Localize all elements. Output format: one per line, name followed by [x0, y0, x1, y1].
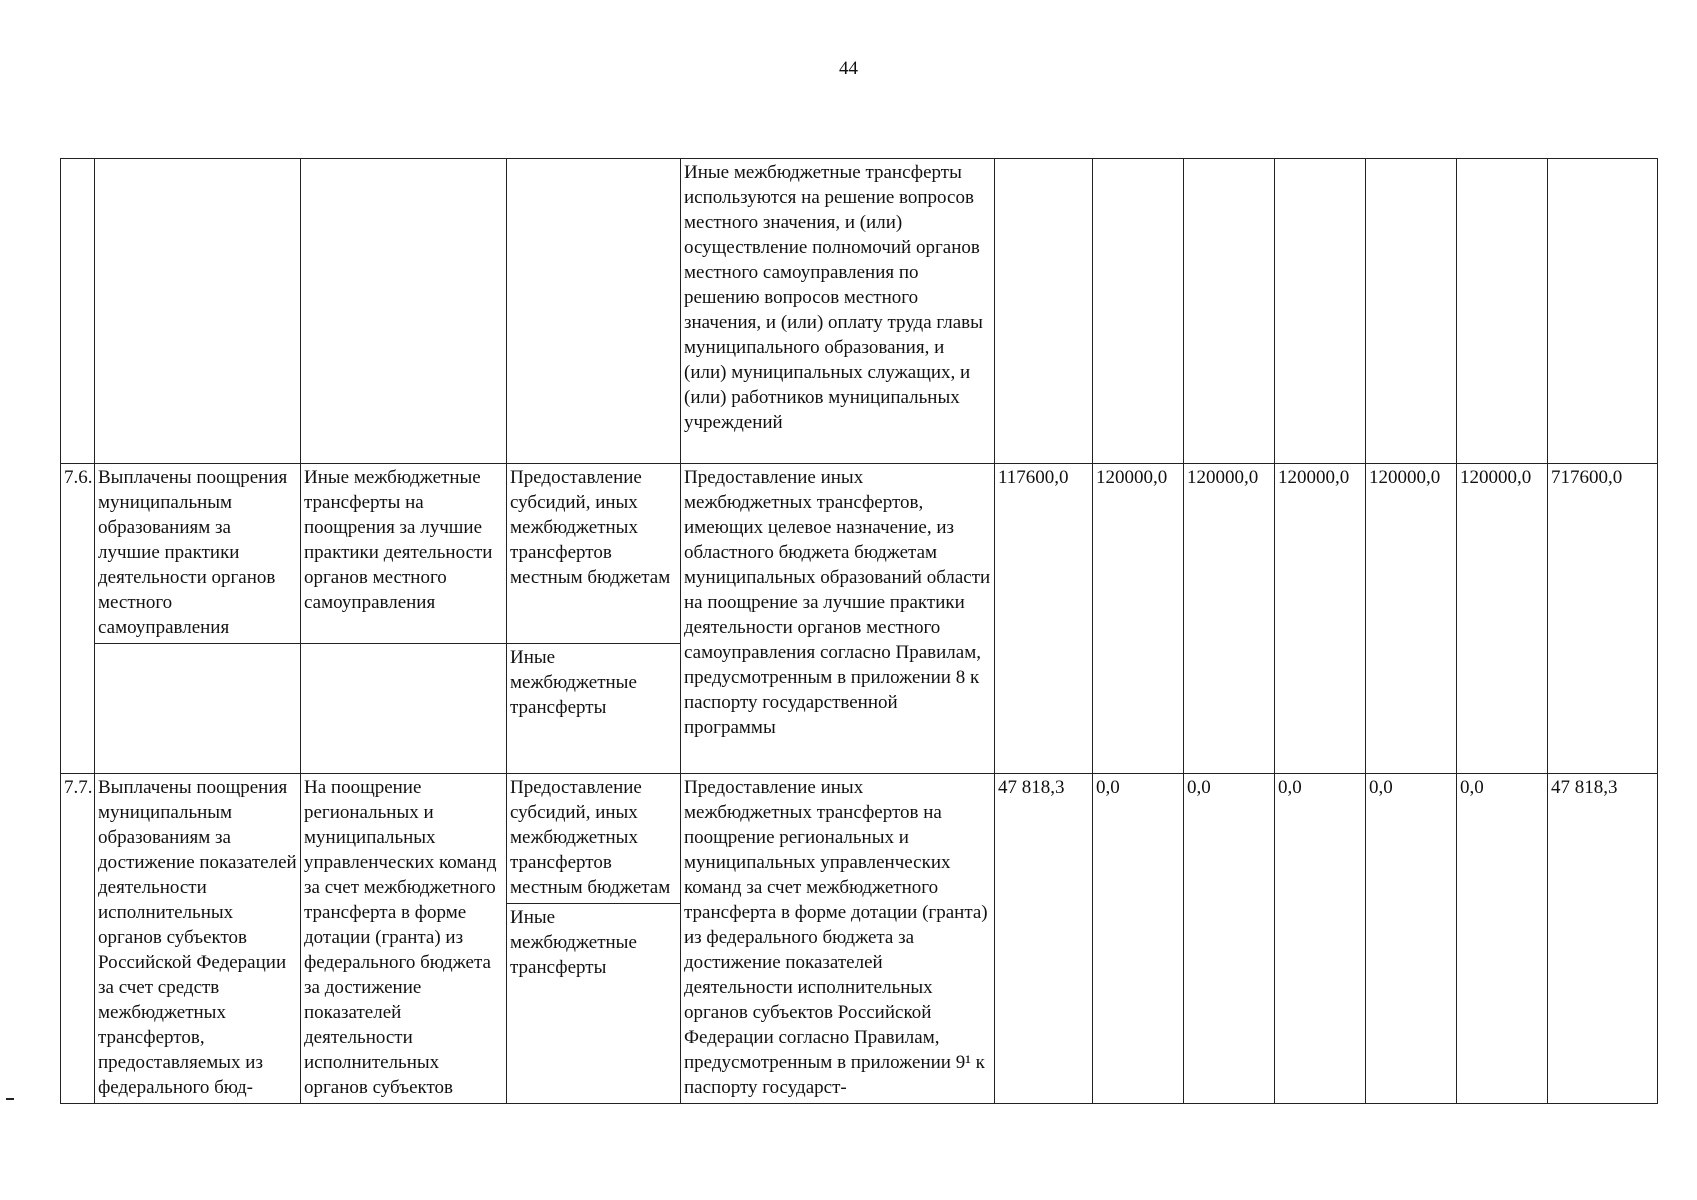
cell-indicator: [301, 159, 507, 464]
cell-num: 7.6.: [61, 464, 95, 774]
cell-value-3: 0,0: [1184, 774, 1275, 1104]
cell-event: Выплачены поощрения муниципальным образованиям за достижение показателей деятельности исполнительных органов субъектов Российской Федерации за счет средств межбюджетных трансфертов, предоставляемых из федерального бюд-: [95, 774, 301, 1104]
cell-event-blank: [95, 644, 301, 774]
cell-value-1: 47 818,3: [995, 774, 1093, 1104]
cell-value-5: 0,0: [1366, 774, 1457, 1104]
cell-form-2: Иные межбюджетные трансферты: [507, 904, 681, 1104]
page-number: 44: [839, 58, 858, 79]
cell-event: [95, 159, 301, 464]
cell-indicator: Иные межбюджетные трансферты на поощрения за лучшие практики деятельности органов местного самоуправления: [301, 464, 507, 644]
cell-value-6: 0,0: [1457, 774, 1548, 1104]
cell-value: [1275, 159, 1366, 464]
table-row-continued: [61, 159, 1658, 464]
table-row-7-6: [61, 464, 1658, 644]
cell-value-5: 120000,0: [1366, 464, 1457, 774]
cell-num: 7.7.: [61, 774, 95, 1104]
cell-form-1: Предоставление субсидий, иных межбюджетных трансфертов местным бюджетам: [507, 774, 681, 904]
cell-indicator: На поощрение региональных и муниципальных управленческих команд за счет межбюджетного трансферта в форме дотации (гранта) из федерального бюджета за достижение показателей деятельности исполнительных органов субъектов: [301, 774, 507, 1104]
cell-direction: Предоставление иных межбюджетных трансфертов на поощрение региональных и муниципальных управленческих команд за счет межбюджетного трансферта в форме дотации (гранта) из федерального бюджета за достижение показателей деятельности исполнительных органов субъектов Российской Федерации согласно Правилам, предусмотренным в приложении 9¹ к паспорту государст-: [681, 774, 995, 1104]
margin-mark: [6, 1098, 14, 1100]
program-table: [60, 158, 1658, 1104]
cell-value: [1184, 159, 1275, 464]
cell-value-2: 120000,0: [1093, 464, 1184, 774]
cell-value-3: 120000,0: [1184, 464, 1275, 774]
cell-value: [995, 159, 1093, 464]
cell-direction: Предоставление иных межбюджетных трансфертов, имеющих целевое назначение, из областного бюджета бюджетам муниципальных образований области на поощрение за лучшие практики деятельности органов местного самоуправления согласно Правилам, предусмотренным в приложении 8 к паспорту государственной программы: [681, 464, 995, 774]
cell-value-4: 0,0: [1275, 774, 1366, 1104]
cell-event: Выплачены поощрения муниципальным образованиям за лучшие практики деятельности органов местного самоуправления: [95, 464, 301, 644]
cell-direction: Иные межбюджетные трансферты используются на решение вопросов местного значения, и (или) осуществление полномочий органов местного самоуправления по решению вопросов местного значения, и (или) оплату труда главы муниципального образования, и (или) муниципальных служащих, и (или) работников муниципальных учреждений: [681, 159, 995, 464]
cell-form-1: Предоставление субсидий, иных межбюджетных трансфертов местным бюджетам: [507, 464, 681, 644]
cell-value-1: 117600,0: [995, 464, 1093, 774]
cell-value-2: 0,0: [1093, 774, 1184, 1104]
table-row-7-7: [61, 774, 1658, 904]
cell-value: [1548, 159, 1658, 464]
cell-value-total: 47 818,3: [1548, 774, 1658, 1104]
cell-indicator-blank: [301, 644, 507, 774]
cell-value-6: 120000,0: [1457, 464, 1548, 774]
cell-value: [1093, 159, 1184, 464]
cell-value-4: 120000,0: [1275, 464, 1366, 774]
cell-value: [1366, 159, 1457, 464]
cell-form: [507, 159, 681, 464]
cell-value-total: 717600,0: [1548, 464, 1658, 774]
cell-num: [61, 159, 95, 464]
cell-form-2: Иные межбюджетные трансферты: [507, 644, 681, 774]
cell-value: [1457, 159, 1548, 464]
